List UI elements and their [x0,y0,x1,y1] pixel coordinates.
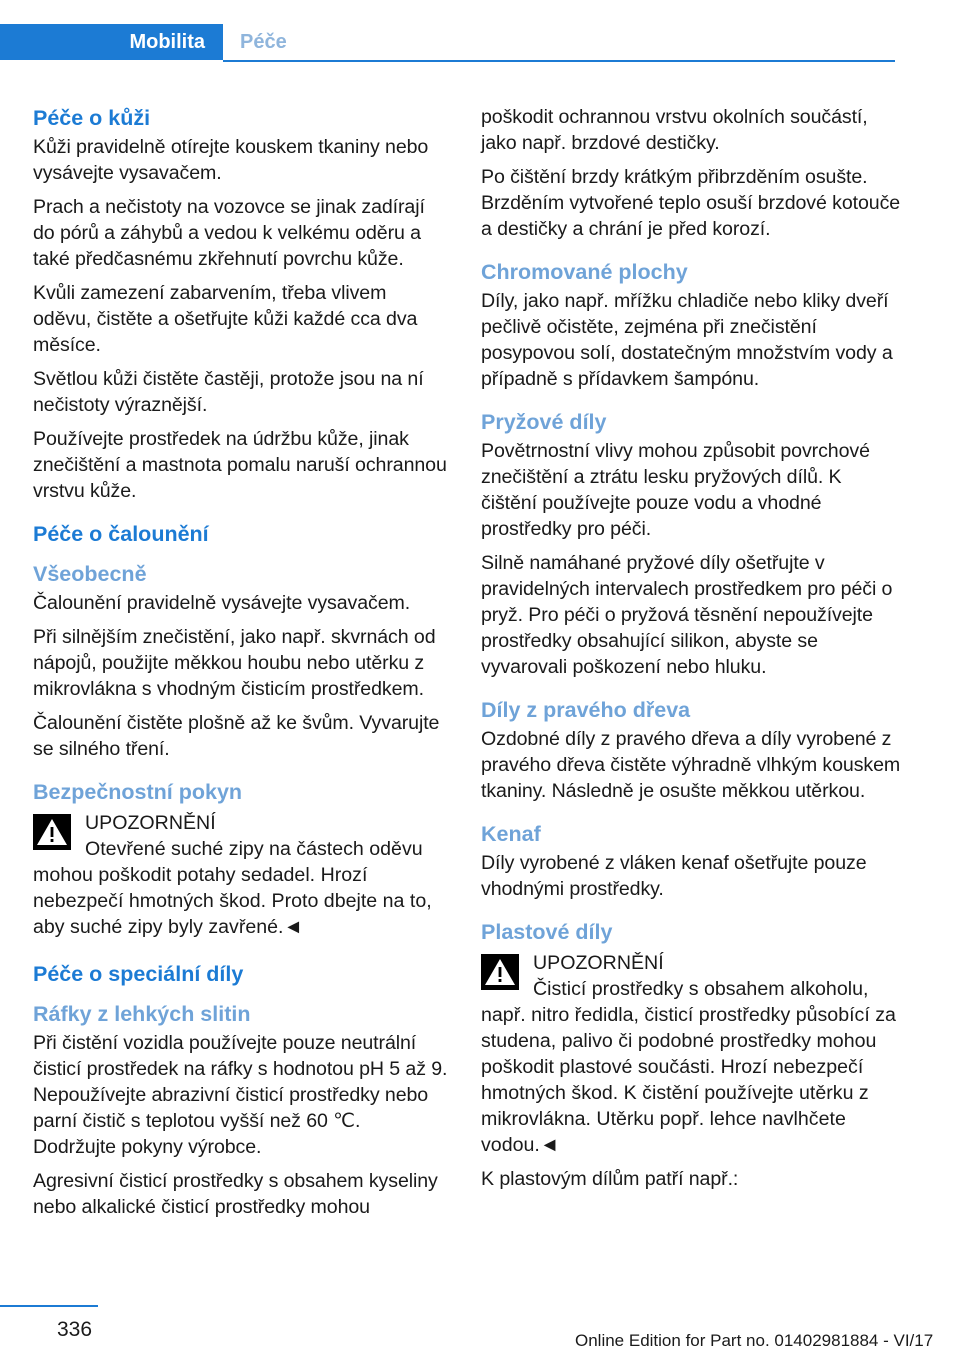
left-column [33,104,448,1228]
warning-text: např. nitro ředidla, čisticí prostředky působící za studena, palivo či podobné prostředky mohou poškodit plastové součásti. Hrozí nebezpečí hmotných škod. K čistění používejte utěrku z mikrovlákna. Utěrku popř. lehce navlhčete vodou.◄ [481,1004,896,1156]
paragraph: Světlou kůži čistěte častěji, protože jsou na ní nečistoty výraznější. [33,368,424,416]
paragraph: Kvůli zamezení zabarvením, třeba vlivem oděvu, čistěte a ošetřujte kůži každé cca dva měsíce. [33,282,418,356]
subheading-vseobecne: Všeobecně [33,562,147,586]
heading-pece-o-kuzi: Péče o kůži [33,106,151,130]
paragraph: Díly vyrobené z vláken kenaf ošetřujte pouze vhodnými prostředky. [481,852,867,900]
footer-divider [0,1305,98,1307]
warning-box [481,950,901,1158]
paragraph: Ozdobné díly z pravého dřeva a díly vyrobené z pravého dřeva čistěte výhradně vlhkým kouskem tkaniny. Následně je osušte měkkou utěrkou. [481,728,901,802]
edition-info: Online Edition for Part no. 01402981884 - VI/17 [575,1331,934,1350]
paragraph: Při silnějším znečistění, jako např. skvrnách od nápojů, použijte měkkou houbu nebo utěrku z mikrovlákna s vhodným čisticím prostředkem. [33,626,436,700]
warning-text: mohou poškodit potahy sedadel. Hrozí nebezpečí hmotných škod. Proto dbejte na to, aby suché zipy byly zavřené.◄ [33,864,432,938]
paragraph: Povětrnostní vlivy mohou způsobit povrchové znečištění a ztrátu lesku pryžových dílů. K čištění používejte pouze vodu a vhodné prostředky pro péči. [481,440,870,540]
header-divider [223,60,895,62]
subheading-dily-z-praveho-dreva: Díly z pravého dřeva [481,698,691,722]
paragraph: Čalounění pravidelně vysávejte vysavačem. [33,592,411,614]
subheading-rafky: Ráfky z lehkých slitin [33,1002,251,1026]
warning-box [33,810,448,940]
chapter-header [0,24,895,62]
warning-title: UPOZORNĚNÍ [533,952,664,974]
paragraph: Používejte prostředek na údržbu kůže, jinak znečištění a mastnota pomalu naruší ochrannou vrstvu kůže. [33,428,447,502]
warning-text-lead: Otevřené suché zipy na částech oděvu [85,838,423,860]
subheading-kenaf: Kenaf [481,822,541,846]
heading-pece-o-calouneni: Péče o čalounění [33,522,209,546]
paragraph: Čalounění čistěte plošně až ke švům. Vyvarujte se silného tření. [33,712,440,760]
paragraph: Díly, jako např. mřížku chladiče nebo kliky dveří pečlivě očistěte, zejména při znečistění posypovou solí, dostatečným množstvím vody a případně s přídavkem šampónu. [481,290,893,390]
heading-pece-o-specialni-dily: Péče o speciální díly [33,962,244,986]
right-column [481,104,901,1200]
subheading-bezpecnostni-pokyn: Bezpečnostní pokyn [33,780,243,804]
warning-triangle-icon [481,954,519,990]
subheading-plastove-dily: Plastové díly [481,920,613,944]
subheading-pryzove-dily: Pryžové díly [481,410,607,434]
paragraph: Prach a nečistoty na vozovce se jinak zadírají do pórů a záhybů a vedou k velkému oděru a také předčasnému zkřehnutí povrchu kůže. [33,196,425,270]
warning-text-lead: Čisticí prostředky s obsahem alkoholu, [533,978,869,1000]
paragraph: K plastovým dílům patří např.: [481,1168,739,1190]
page-number: 336 [57,1318,93,1341]
warning-triangle-icon [33,814,71,850]
paragraph: Při čistění vozidla používejte pouze neutrální čisticí prostředek na ráfky s hodnotou pH 5 až 9. Nepoužívejte abrazivní čisticí prostředky nebo parní čistič s teplotou vyšší než 60 ℃. Dodržujte pokyny výrobce. [33,1032,448,1158]
subheading-chromovane-plochy: Chromované plochy [481,260,688,284]
paragraph: Agresivní čisticí prostředky s obsahem kyseliny nebo alkalické čisticí prostředky mohou [33,1170,438,1218]
paragraph: poškodit ochrannou vrstvu okolních součástí, jako např. brzdové destičky. [481,106,868,154]
paragraph: Po čištění brzdy krátkým přibrzděním osušte. Brzděním vytvořené teplo osuší brzdové kotouče a destičky a chrání je před korozí. [481,166,901,240]
paragraph: Kůži pravidelně otírejte kouskem tkaniny nebo vysávejte vysavačem. [33,136,429,184]
tab-pece[interactable]: Péče [223,24,895,60]
warning-title: UPOZORNĚNÍ [85,812,216,834]
tab-mobilita[interactable]: Mobilita [0,24,223,60]
paragraph: Silně namáhané pryžové díly ošetřujte v pravidelných intervalech prostředkem pro péči o pryž. Pro péči o pryžová těsnění nepoužívejte prostředky obsahující silikon, abyste se vyvarovali poškození nebo hluku. [481,552,893,678]
